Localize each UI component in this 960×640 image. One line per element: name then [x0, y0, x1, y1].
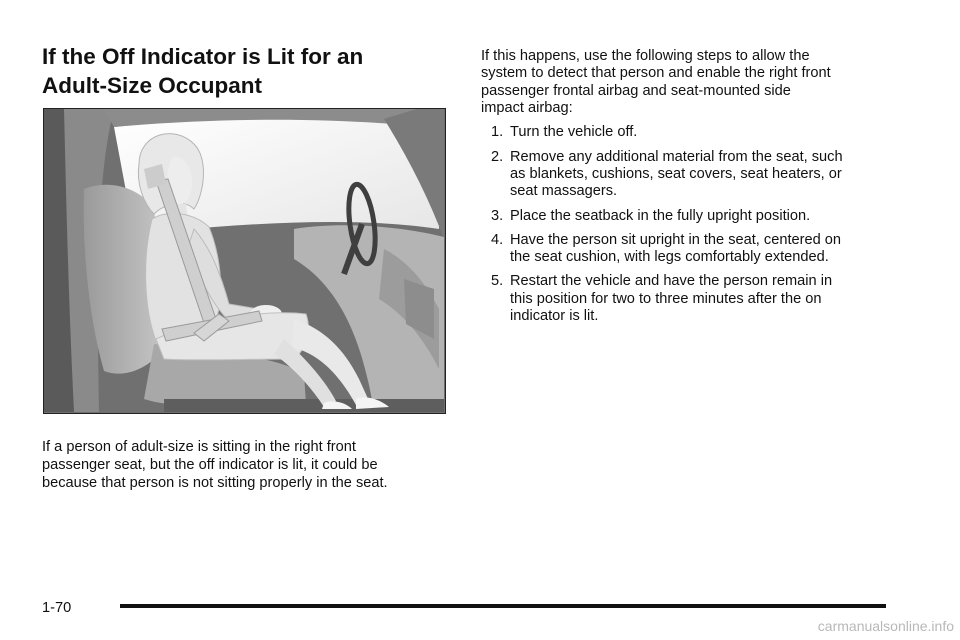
heading-line-2: Adult-Size Occupant: [42, 73, 263, 98]
step-line: seat massagers.: [510, 183, 618, 200]
explanation-paragraph: [42, 439, 462, 492]
passenger-illustration: [43, 108, 446, 414]
step-line: Remove any additional material from the seat, such: [510, 148, 843, 165]
section-heading: [42, 42, 442, 100]
step-line: Place the seatback in the fully upright position.: [510, 207, 811, 224]
page-number: 1-70: [42, 600, 72, 616]
step-number: 4.: [491, 231, 504, 248]
step-3: [481, 208, 921, 225]
step-number: 1.: [491, 124, 504, 141]
step-line: Restart the vehicle and have the person remain in: [510, 273, 833, 290]
step-number: 2.: [491, 148, 504, 165]
step-line: this position for two to three minutes after the on: [510, 290, 822, 307]
instructions-column: [481, 48, 921, 326]
step-number: 5.: [491, 273, 504, 290]
paragraph-line: passenger seat, but the off indicator is lit, it could be: [42, 456, 378, 473]
step-line: Turn the vehicle off.: [510, 124, 638, 141]
paragraph-line: because that person is not sitting properly in the seat.: [42, 474, 388, 491]
watermark: carmanualsonline.info: [817, 618, 954, 634]
step-2: [481, 149, 921, 201]
step-5: [481, 273, 921, 325]
steps-list: [481, 124, 921, 325]
step-1: [481, 124, 921, 141]
step-line: Have the person sit upright in the seat, centered on: [510, 231, 841, 248]
step-4: [481, 232, 921, 267]
instructions-intro: [481, 48, 921, 118]
heading-line-1: If the Off Indicator is Lit for an: [42, 44, 364, 69]
intro-line: system to detect that person and enable the right front: [481, 65, 831, 82]
intro-line: If this happens, use the following steps to allow the: [481, 48, 810, 64]
adult-passenger-seated-illustration: [44, 109, 444, 412]
intro-line: impact airbag:: [481, 100, 573, 117]
step-line: indicator is lit.: [510, 308, 599, 325]
step-line: as blankets, cushions, seat covers, seat heaters, or: [510, 166, 842, 183]
footer-rule: [120, 604, 886, 608]
intro-line: passenger frontal airbag and seat-mounted side: [481, 82, 791, 99]
step-line: the seat cushion, with legs comfortably extended.: [510, 249, 829, 266]
paragraph-line: If a person of adult-size is sitting in the right front: [42, 439, 356, 455]
step-number: 3.: [491, 207, 504, 224]
